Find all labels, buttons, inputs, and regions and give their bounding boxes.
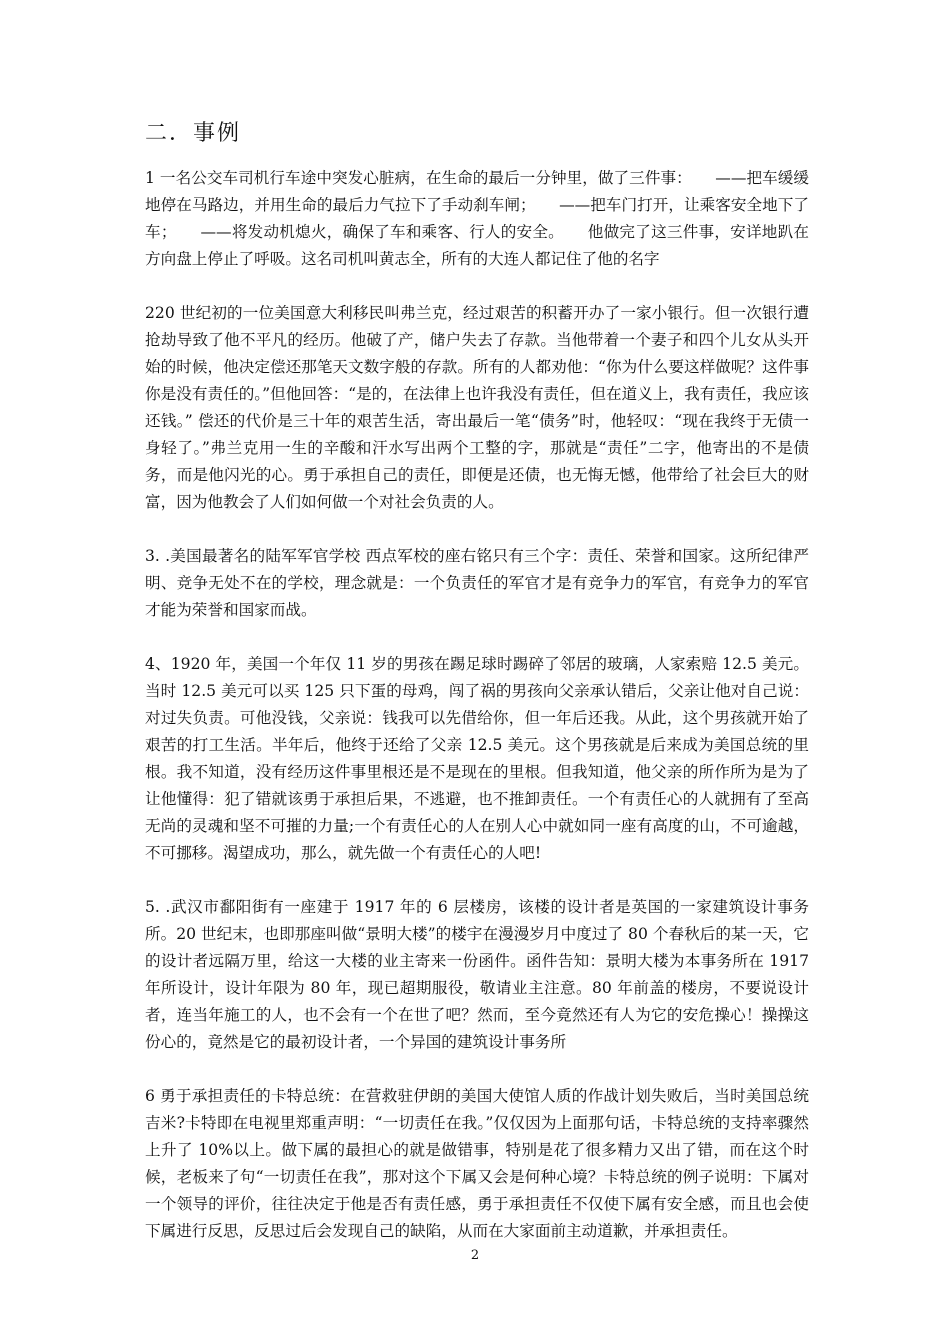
example-paragraph-3: 3. .美国最著名的陆军军官学校 西点军校的座右铭只有三个字：责任、荣誉和国家。这所纪律严明、竞争无处不在的学校，理念就是：一个负责任的军官才是有竞争力的军官，有竞争力的军官才能为荣誉和国家而战。 [145,547,809,619]
example-paragraph-2: 220 世纪初的一位美国意大利移民叫弗兰克，经过艰苦的积蓄开办了一家小银行。但一次银行遭抢劫导致了他不平凡的经历。他破了产，储户失去了存款。当他带着一个妻子和四个儿女从头开始的时候，他决定偿还那笔天文数字般的存款。所有的人都劝他：“你为什么要这样做呢？这件事你是没有责任的。”但他回答：“是的，在法律上也许我没有责任，但在道义上，我有责任，我应该还钱。” 偿还的代价是三十年的艰苦生活，寄出最后一笔“债务”时，他轻叹：“现在我终于无债一身轻了。”弗兰克用一生的辛酸和汗水写出两个工整的字，那就是“责任”二字，他寄出的不是债务，而是他闪光的心。勇于承担自己的责任，即便是还债，也无悔无憾，他带给了社会巨大的财富，因为他教会了人们如何做一个对社会负责的人。 [145,304,809,511]
example-paragraph-4: 4、1920 年，美国一个年仅 11 岁的男孩在踢足球时踢碎了邻居的玻璃，人家索赔 12.5 美元。当时 12.5 美元可以买 125 只下蛋的母鸡，闯了祸的男孩向父亲承认错后，父亲让他对自己说：对过失负责。可他没钱，父亲说：钱我可以先借给你，但一年后还我。从此，这个男孩就开始了艰苦的打工生活。半年后，他终于还给了父亲 12.5 美元。这个男孩就是后来成为美国总统的里根。我不知道，没有经历这件事里根还是不是现在的里根。但我知道，他父亲的所作所为是为了让他懂得：犯了错就该勇于承担后果，不逃避，也不推卸责任。一个有责任心的人就拥有了至高无尚的灵魂和坚不可摧的力量;一个有责任心的人在别人心中就如同一座有高度的山，不可逾越，不可挪移。渴望成功，那么，就先做一个有责任心的人吧! [145,655,809,862]
section-heading: 二．事例 [145,121,242,146]
page-number: 2 [470,1248,480,1263]
section-body [145,165,809,1272]
example-paragraph-6: 6 勇于承担责任的卡特总统：在营救驻伊朗的美国大使馆人质的作战计划失败后，当时美国总统吉米?卡特即在电视里郑重声明：“一切责任在我。”仅仅因为上面那句话，卡特总统的支持率骤然上升了 10%以上。做下属的最担心的就是做错事，特别是花了很多精力又出了错，而在这个时候，老板来了句“一切责任在我”，那对这个下属又会是何种心境？卡特总统的例子说明：下属对一个领导的评价，往往决定于他是否有责任感，勇于承担责任不仅使下属有安全感，而且也会使下属进行反思，反思过后会发现自己的缺陷，从而在大家面前主动道歉，并承担责任。 [145,1087,809,1240]
example-paragraph-5: 5. .武汉市鄱阳街有一座建于 1917 年的 6 层楼房，该楼的设计者是英国的一家建筑设计事务所。20 世纪末，也即那座叫做“景明大楼”的楼宇在漫漫岁月中度过了 80 个春秋后的某一天，它的设计者远隔万里，给这一大楼的业主寄来一份函件。函件告知：景明大楼为本事务所在 1917 年所设计，设计年限为 80 年，现已超期服役，敬请业主注意。80 年前盖的楼房，不要说设计者，连当年施工的人，也不会有一个在世了吧？然而，至今竟然还有人为它的安危操心！操操这份心的，竟然是它的最初设计者，一个异国的建筑设计事务所 [145,898,809,1051]
example-paragraph-1: 1 一名公交车司机行车途中突发心脏病，在生命的最后一分钟里，做了三件事： ——把车缓缓地停在马路边，并用生命的最后力气拉下了手动刹车闸； ——把车门打开，让乘客安全地下了车； ——将发动机熄火，确保了车和乘客、行人的安全。 他做完了这三件事，安详地趴在方向盘上停止了呼吸。这名司机叫黄志全，所有的大连人都记住了他的名字 [145,169,809,268]
